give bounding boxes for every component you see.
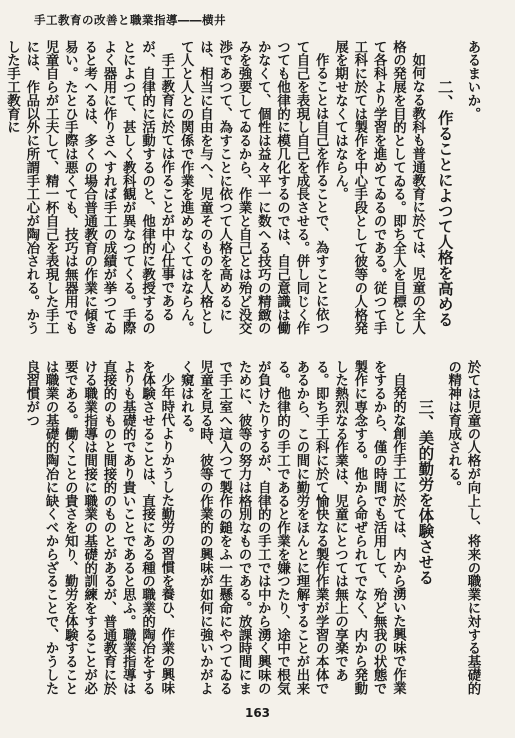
paragraph-continuation: 於ては児童の人格が向上し、将来の職業に対する基礎的の精神は育成される。	[445, 360, 481, 695]
upper-text-block	[4, 40, 482, 336]
lower-text-block	[23, 360, 482, 695]
section-heading-2: 二、作ることによつて人格を高める	[435, 78, 454, 327]
paragraph: 作ることは自己を作ることで、為すことに依つて自己を表現し自己を成長させる。併し同じく作つても他律的に模几化するのでは、自己意識は働かなくて、個性は益々平一に数へる技巧の精緻のみを強要してゐるから、作業と自己とは殆ど没交渉であつて、為すことに依つて人格を高めるには、相当に自由を与へ、児童そのものを人格として人と人との関係で作業を進めなくてはならん。	[178, 40, 330, 335]
page-number: 163	[244, 706, 271, 720]
paragraph: 如何なる教科も普通教育に於ては、児童の全人格の発展を目的としてゐる。即ち全人を目標として各科より学習を進めてゐるのである。従つて手工科に於ては製作を中心手段として彼等の人格発展を期せなくてはならん。	[332, 40, 426, 335]
paragraph: 手工教育に於ては作ることが中心仕事であるが、自律的に活動するのと、他律的に教授するのとによつて、甚しく教科観が異なつてくる。手際よく器用に作りさへすれば手工の成績が挙つてゐると考へるは、多くの場合普通教育の作業に傾き易い。たとひ手際は悪くても、技巧は無器用でも児童自らが工夫して、精一杯自己を表現した手工には、作品以外に所謂手工心が陶冶される。かうした手工教育に	[4, 40, 175, 335]
running-header: 手工教育の改善と職業指導――横井	[34, 13, 226, 27]
paragraph-continuation: あるまいか。	[465, 40, 481, 121]
section-heading-3: 三、美的勤労を体験させる	[416, 398, 435, 585]
paragraph: 少年時代よりかうした勤労の習慣を養ひ、作業の興味を体験させることは、直接にある種の職業的陶冶をするよりも基礎的であり貴いことであると思ふ。職業指導は直接的のものと間接的のものとがあるが、普通教育に於ける職業指導は間接に職業の基礎的訓練をすることが必要である。働くことの貴さを知り、勤労を体験することは職業の基礎的陶冶に缺くべからざることで、かうした良習慣がつ	[23, 360, 175, 695]
paragraph: 自発的な創作手工に於ては、内から湧いた興味で作業をするから、僅の時間でも活用して、殆ど無我の状態で製作に専念する。他から命ぜられてでなく、内から発動した熱烈なる作業は、児童にとつては無上の享楽である。即ち手工科に於て愉快なる製作作業が学習の本体であるから、この間に勤労をほんとに理解することが出来る。他律的の手工であると作業を嫌つたり、途中で根気が負けたりするが、自律的の手工では中から湧く興味のために、彼等の努力は格別なものである。放課時間にまで手工室へ這入つて製作の鎚をふ一生懸命にやつてゐる児童を見る時、彼等の作業的の興味が如何に強いかがよく窺はれる。	[178, 360, 407, 695]
